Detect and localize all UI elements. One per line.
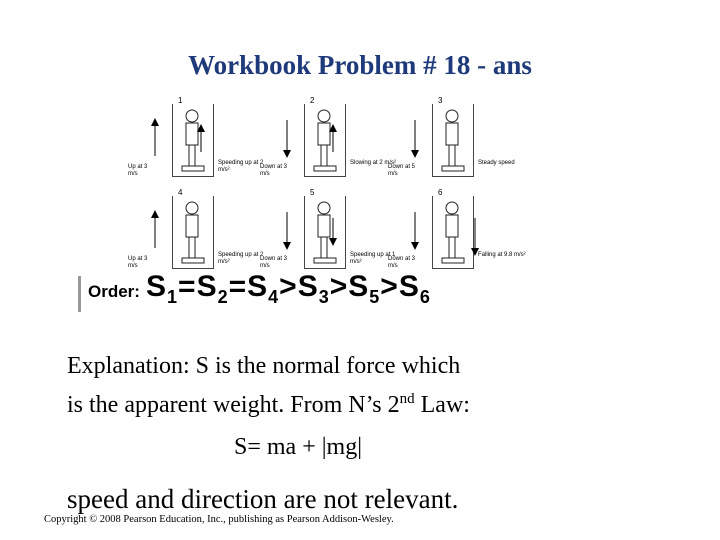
- person-figure-icon: [178, 200, 208, 264]
- person-figure-icon: [438, 108, 468, 172]
- panel-number: 3: [438, 96, 443, 105]
- order-symbol: S: [247, 270, 269, 303]
- order-label: Order:: [88, 282, 140, 301]
- panel-velocity-label: Up at 3 m/s: [128, 256, 148, 269]
- ordinal-superscript: nd: [399, 391, 415, 407]
- order-formula: [146, 270, 431, 308]
- panel-number: 1: [178, 96, 183, 105]
- explanation-line-1: Explanation: S is the normal force which: [67, 353, 461, 379]
- order-symbol: S: [196, 270, 218, 303]
- normal-force-equation: S= ma + |mg|: [234, 434, 363, 460]
- panel-accel-label: Steady speed: [478, 160, 515, 166]
- panel-number: 6: [438, 188, 443, 197]
- elevator-panel-2: [260, 96, 400, 184]
- explanation-text: [67, 350, 627, 422]
- panel-number: 2: [310, 96, 315, 105]
- panel-accel-label: Speeding up at 1 m/s²: [350, 252, 396, 265]
- order-symbol: S: [297, 270, 319, 303]
- copyright-notice: Copyright © 2008 Pearson Education, Inc., publishing as Pearson Addison-Wesley.: [44, 514, 394, 525]
- panel-accel-label: Speeding up at 2 m/s²: [218, 160, 264, 173]
- panel-accel-label: Slowing at 2 m/s²: [350, 160, 397, 166]
- order-subscript: 2: [217, 287, 229, 307]
- order-subscript: 3: [318, 287, 330, 307]
- explanation-line-2-end: Law:: [414, 392, 470, 418]
- slide-title: Workbook Problem # 18 - ans: [188, 50, 532, 80]
- order-operator: >: [329, 270, 349, 303]
- order-operator: >: [380, 270, 399, 303]
- order-operator: >: [279, 270, 298, 303]
- order-operator: =: [228, 270, 248, 303]
- order-subscript: 5: [369, 287, 381, 307]
- panel-velocity-label: Down at 3 m/s: [260, 256, 288, 269]
- arrow-down-icon: [410, 118, 420, 158]
- person-figure-icon: [438, 200, 468, 264]
- elevator-panel-3: [388, 96, 528, 184]
- speed-note: speed and direction are not relevant.: [67, 484, 459, 514]
- elevator-panel-4: [128, 188, 268, 276]
- explanation-line-2: [67, 383, 627, 422]
- panel-velocity-label: Down at 3 m/s: [260, 164, 288, 177]
- panel-accel-label: Falling at 9.8 m/s²: [478, 252, 526, 258]
- accel-arrow-down-icon: [470, 216, 480, 256]
- panel-number: 5: [310, 188, 315, 197]
- arrow-down-icon: [282, 118, 292, 158]
- accel-arrow-down-icon: [328, 216, 338, 246]
- panel-velocity-label: Down at 5 m/s: [388, 164, 416, 177]
- elevator-panel-6: [388, 188, 528, 276]
- order-symbol: S: [398, 270, 420, 303]
- panel-velocity-label: Up at 3 m/s: [128, 164, 148, 177]
- order-subscript: 4: [268, 287, 280, 307]
- panel-number: 4: [178, 188, 183, 197]
- accel-arrow-up-icon: [328, 124, 338, 154]
- explanation-line-2-text: is the apparent weight. From N’s 2: [67, 392, 400, 418]
- order-operator: =: [178, 270, 197, 303]
- panel-velocity-label: Down at 3 m/s: [388, 256, 416, 269]
- elevator-panel-5: [260, 188, 400, 276]
- arrow-up-icon: [150, 118, 160, 158]
- order-subscript: 6: [419, 287, 431, 307]
- order-answer: [78, 270, 498, 316]
- accel-arrow-up-icon: [196, 124, 206, 154]
- order-symbol: S: [348, 270, 370, 303]
- arrow-up-icon: [150, 210, 160, 250]
- order-subscript: 1: [167, 287, 179, 307]
- order-divider: [78, 276, 81, 312]
- panel-accel-label: Speeding up at 2 m/s²: [218, 252, 264, 265]
- order-symbol: S: [146, 270, 168, 303]
- arrow-down-icon: [282, 210, 292, 250]
- elevator-panel-1: [128, 96, 268, 184]
- arrow-down-icon: [410, 210, 420, 250]
